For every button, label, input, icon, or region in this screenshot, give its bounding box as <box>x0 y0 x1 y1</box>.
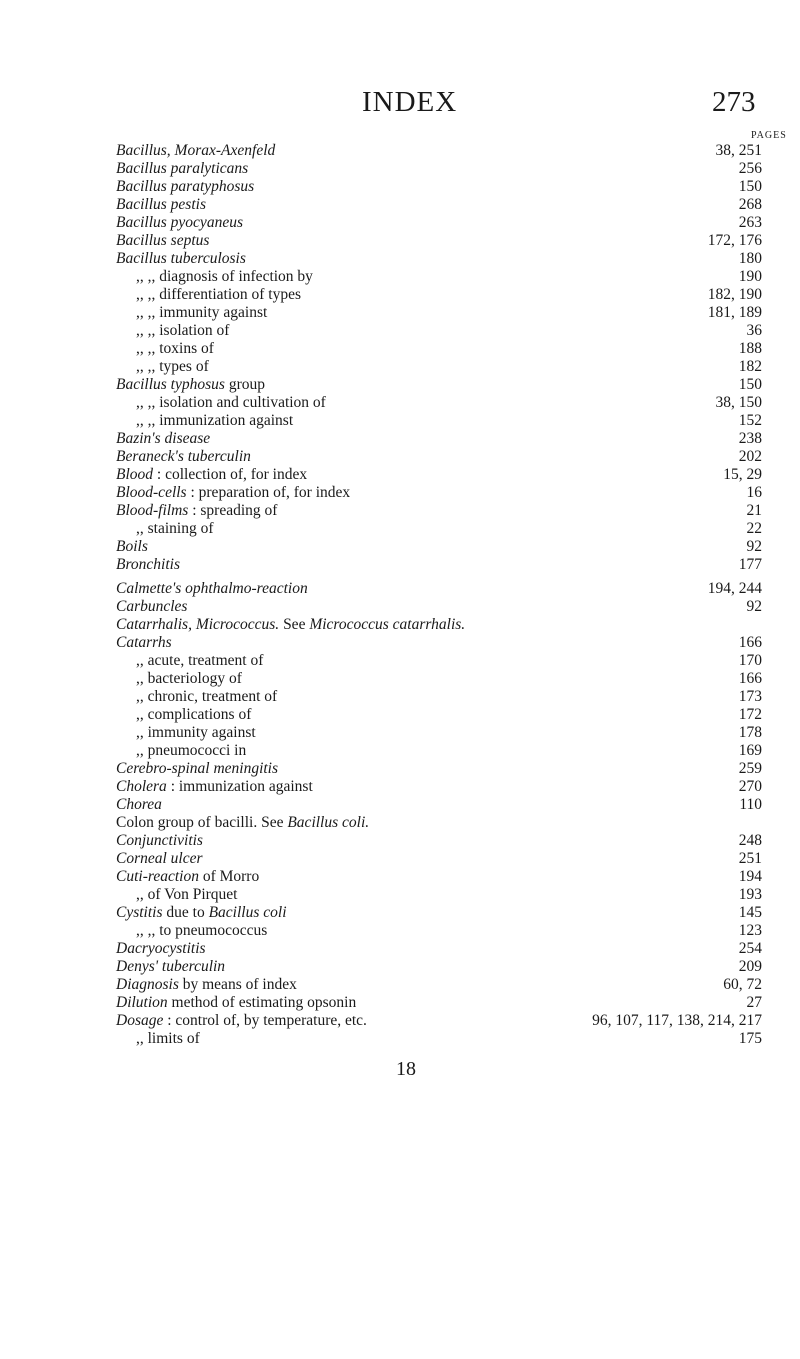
index-entry <box>116 868 762 886</box>
entry-label: ,, ,, diagnosis of infection by <box>136 268 313 285</box>
page-number: 273 <box>712 86 756 118</box>
entry-pages: 190 <box>738 268 762 285</box>
entry-pages: 166 <box>738 634 762 651</box>
index-entry <box>116 976 762 994</box>
index-entry <box>116 652 762 670</box>
entry-label: Colon group of bacilli. See Bacillus coli. <box>116 814 370 831</box>
pages-column-label: PAGES <box>751 130 787 141</box>
entry-label: ,, ,, isolation of <box>136 322 230 339</box>
entry-label: Blood : collection of, for index <box>116 466 308 483</box>
index-section-b <box>116 142 762 574</box>
entry-pages: 145 <box>738 904 762 921</box>
entry-pages: 194, 244 <box>707 580 762 597</box>
index-entry <box>116 376 762 394</box>
index-entry <box>116 178 762 196</box>
index-entry <box>116 1030 762 1048</box>
entry-label: Bacillus tuberculosis <box>116 250 246 267</box>
entry-label: ,, complications of <box>136 706 252 723</box>
entry-label: Bacillus pestis <box>116 196 206 213</box>
index-entry <box>116 430 762 448</box>
entry-label: Dosage : control of, by temperature, etc. <box>116 1012 367 1029</box>
entry-pages: 27 <box>746 994 762 1011</box>
index-entry <box>116 670 762 688</box>
entry-label: Bacillus typhosus group <box>116 376 265 393</box>
entry-label: Catarrhalis, Micrococcus. See Micrococcus catarrhalis. <box>116 616 466 633</box>
entry-pages: 193 <box>738 886 762 903</box>
entry-pages: 16 <box>746 484 762 501</box>
index-section-d <box>116 940 762 1048</box>
entry-label: Bronchitis <box>116 556 181 573</box>
index-entry <box>116 268 762 286</box>
entry-label: ,, bacteriology of <box>136 670 242 687</box>
index-entry <box>116 556 762 574</box>
entry-label: Conjunctivitis <box>116 832 203 849</box>
entry-pages: 180 <box>738 250 762 267</box>
index-entry <box>116 232 762 250</box>
entry-pages: 166 <box>738 670 762 687</box>
entry-pages: 254 <box>738 940 762 957</box>
entry-label: Bacillus paratyphosus <box>116 178 255 195</box>
entry-pages: 170 <box>738 652 762 669</box>
index-entry <box>116 706 762 724</box>
entry-label: ,, ,, isolation and cultivation of <box>136 394 326 411</box>
entry-label: Calmette's ophthalmo-reaction <box>116 580 308 597</box>
entry-label: Corneal ulcer <box>116 850 203 867</box>
index-entry <box>116 484 762 502</box>
entry-pages: 173 <box>738 688 762 705</box>
index-entry <box>116 886 762 904</box>
entry-label: Bacillus septus <box>116 232 210 249</box>
index-entry <box>116 502 762 520</box>
entry-label: Dilution method of estimating opsonin <box>116 994 357 1011</box>
entry-label: ,, of Von Pirquet <box>136 886 238 903</box>
entry-pages: 256 <box>738 160 762 177</box>
index-entry <box>116 760 762 778</box>
index-section-c <box>116 580 762 940</box>
entry-label: Cystitis due to Bacillus coli <box>116 904 287 921</box>
index-entry <box>116 214 762 232</box>
entry-pages: 182, 190 <box>707 286 762 303</box>
index-entry <box>116 688 762 706</box>
entry-label: ,, acute, treatment of <box>136 652 264 669</box>
index-entry <box>116 940 762 958</box>
entry-label: Beraneck's tuberculin <box>116 448 251 465</box>
entry-label: ,, ,, types of <box>136 358 209 375</box>
index-entry <box>116 358 762 376</box>
index-entry <box>116 778 762 796</box>
entry-pages: 202 <box>738 448 762 465</box>
entry-label: ,, chronic, treatment of <box>136 688 278 705</box>
index-entry <box>116 304 762 322</box>
entry-label: Catarrhs <box>116 634 172 651</box>
entry-label: ,, ,, to pneumococcus <box>136 922 268 939</box>
index-entry <box>116 850 762 868</box>
index-entry <box>116 580 762 598</box>
entry-pages: 263 <box>738 214 762 231</box>
entry-label: Carbuncles <box>116 598 188 615</box>
index-entry <box>116 742 762 760</box>
entry-pages: 38, 251 <box>715 142 762 159</box>
index-entry <box>116 904 762 922</box>
index-entry <box>116 994 762 1012</box>
entry-pages: 152 <box>738 412 762 429</box>
entry-label: Dacryocystitis <box>116 940 206 957</box>
index-entry <box>116 616 762 634</box>
index-entry <box>116 196 762 214</box>
entry-label: ,, ,, immunization against <box>136 412 294 429</box>
entry-pages: 21 <box>746 502 762 519</box>
entry-pages: 181, 189 <box>707 304 762 321</box>
index-entry <box>116 286 762 304</box>
index-entry <box>116 634 762 652</box>
entry-pages: 96, 107, 117, 138, 214, 217 <box>592 1012 762 1029</box>
entry-pages: 172, 176 <box>707 232 762 249</box>
entry-pages: 172 <box>738 706 762 723</box>
entry-label: ,, immunity against <box>136 724 256 741</box>
entry-pages: 110 <box>739 796 762 813</box>
index-entry <box>116 394 762 412</box>
entry-pages: 259 <box>738 760 762 777</box>
entry-label: ,, ,, immunity against <box>136 304 268 321</box>
index-entry <box>116 142 762 160</box>
entry-label: Diagnosis by means of index <box>116 976 297 993</box>
entry-label: Boils <box>116 538 148 555</box>
entry-pages: 238 <box>738 430 762 447</box>
entry-pages: 182 <box>738 358 762 375</box>
entry-pages: 36 <box>746 322 762 339</box>
signature-mark: 18 <box>396 1058 416 1080</box>
index-entry <box>116 412 762 430</box>
entry-pages: 22 <box>746 520 762 537</box>
entry-label: ,, ,, differentiation of types <box>136 286 302 303</box>
index-entry <box>116 250 762 268</box>
index-entry <box>116 922 762 940</box>
entry-label: Cerebro-spinal meningitis <box>116 760 279 777</box>
entry-pages: 15, 29 <box>723 466 762 483</box>
entry-label: Bazin's disease <box>116 430 211 447</box>
entry-pages: 178 <box>738 724 762 741</box>
entry-pages: 209 <box>738 958 762 975</box>
entry-pages: 38, 150 <box>715 394 762 411</box>
index-entry <box>116 538 762 556</box>
index-entry <box>116 340 762 358</box>
index-entry <box>116 1012 762 1030</box>
index-entry <box>116 520 762 538</box>
index-entry <box>116 796 762 814</box>
entry-label: Cuti-reaction of Morro <box>116 868 260 885</box>
index-entry <box>116 832 762 850</box>
index-entry <box>116 724 762 742</box>
entry-label: ,, ,, toxins of <box>136 340 214 357</box>
entry-pages: 169 <box>738 742 762 759</box>
entry-pages: 194 <box>738 868 762 885</box>
entry-label: Bacillus paralyticans <box>116 160 249 177</box>
index-entry <box>116 814 762 832</box>
page-header <box>0 86 800 126</box>
entry-pages: 123 <box>738 922 762 939</box>
entry-label: Blood-cells : preparation of, for index <box>116 484 351 501</box>
entry-label: ,, staining of <box>136 520 214 537</box>
entry-pages: 92 <box>746 598 762 615</box>
index-entry <box>116 466 762 484</box>
entry-pages: 248 <box>738 832 762 849</box>
entry-pages: 92 <box>746 538 762 555</box>
entry-pages: 150 <box>738 376 762 393</box>
entry-label: Denys' tuberculin <box>116 958 226 975</box>
entry-pages: 150 <box>738 178 762 195</box>
entry-pages: 270 <box>738 778 762 795</box>
entry-pages: 177 <box>738 556 762 573</box>
index-entry <box>116 322 762 340</box>
entry-label: ,, pneumococci in <box>136 742 247 759</box>
entry-label: Blood-films : spreading of <box>116 502 278 519</box>
index-entry <box>116 448 762 466</box>
index-entry <box>116 598 762 616</box>
entry-label: Bacillus, Morax-Axenfeld <box>116 142 276 159</box>
index-entry <box>116 958 762 976</box>
page-title: INDEX <box>362 86 458 118</box>
entry-label: ,, limits of <box>136 1030 200 1047</box>
entry-label: Chorea <box>116 796 162 813</box>
entry-pages: 60, 72 <box>723 976 762 993</box>
entry-pages: 251 <box>738 850 762 867</box>
entry-pages: 175 <box>738 1030 762 1047</box>
entry-label: Cholera : immunization against <box>116 778 313 795</box>
entry-label: Bacillus pyocyaneus <box>116 214 243 231</box>
index-entry <box>116 160 762 178</box>
entry-pages: 188 <box>738 340 762 357</box>
entry-pages: 268 <box>738 196 762 213</box>
